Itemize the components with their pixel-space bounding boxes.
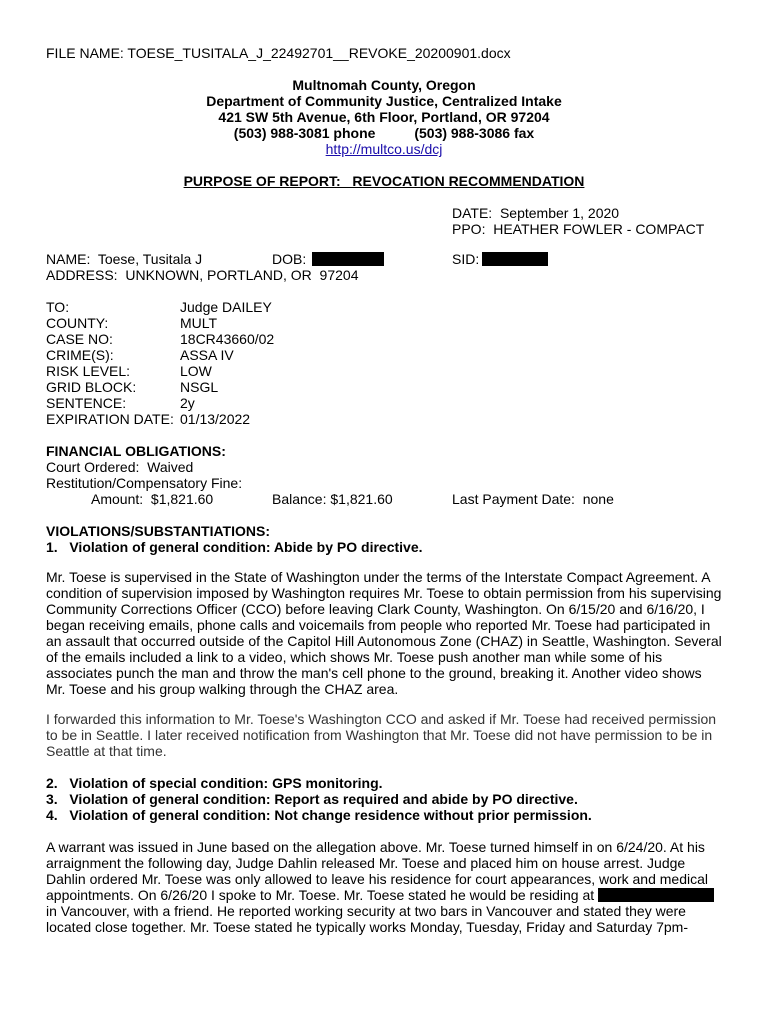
violation-1: 1. Violation of general condition: Abide by PO directive.	[46, 539, 423, 555]
purpose-of-report: PURPOSE OF REPORT: REVOCATION RECOMMENDATION	[183, 173, 585, 189]
header-fax: (503) 988-3086 fax	[414, 125, 535, 141]
name-row	[46, 251, 722, 267]
header-phone: (503) 988-3081 phone	[233, 125, 376, 141]
financial-heading: FINANCIAL OBLIGATIONS:	[46, 443, 226, 459]
dcj-link[interactable]: http://multco.us/dcj	[325, 141, 443, 157]
header-url-line	[46, 141, 722, 157]
violation-2: 2. Violation of special condition: GPS monitoring.	[46, 775, 383, 791]
case-field: RISK LEVEL: LOW	[46, 363, 212, 379]
narrative-paragraph-1: Mr. Toese is supervised in the State of Washington under the terms of the Interstate Compact Agreement. A condition of supervision imposed by Washington requires Mr. Toese to obtain permission from his supervising Community Corrections Officer (CCO) before leaving Clark County, Washington. On 6/15/20 and 6/16/20, I began receiving emails, phone calls and voicemails from people who reported Mr. Toese had participated in an assault that occurred outside of the Capitol Hill Autonomous Zone (CHAZ) in Seattle, Washington. Several of the emails included a link to a video, which shows Mr. Toese push another man while some of his associates punch the man and throw the man's cell phone to the ground, breaking it. Another video shows Mr. Toese and his group walking through the CHAZ area.	[46, 569, 722, 697]
violation-4: 4. Violation of general condition: Not change residence without prior permission.	[46, 807, 592, 823]
violations-heading: VIOLATIONS/SUBSTANTIATIONS:	[46, 523, 270, 539]
document-page	[46, 45, 722, 935]
financial-amounts-row	[46, 491, 722, 507]
report-date: DATE: September 1, 2020	[452, 205, 620, 221]
header-contact	[46, 125, 722, 141]
file-name: FILE NAME: TOESE_TUSITALA_J_22492701__REVOKE_20200901.docx	[46, 45, 511, 61]
case-field: GRID BLOCK: NSGL	[46, 379, 219, 395]
offender-address: ADDRESS: UNKNOWN, PORTLAND, OR 97204	[46, 267, 359, 283]
date-row	[46, 205, 722, 221]
case-field: EXPIRATION DATE: 01/13/2022	[46, 411, 251, 427]
case-field: SENTENCE: 2y	[46, 395, 195, 411]
case-field: CASE NO: 18CR43660/02	[46, 331, 275, 347]
dob-label: DOB:	[272, 251, 307, 267]
ppo-name: PPO: HEATHER FOWLER - COMPACT	[452, 221, 705, 237]
case-field: TO: Judge DAILEY	[46, 299, 272, 315]
amount: Amount: $1,821.60	[91, 491, 214, 507]
residence-redaction	[598, 888, 714, 902]
narrative-paragraph-2: I forwarded this information to Mr. Toese's Washington CCO and asked if Mr. Toese had received permission to be in Seattle. I later received notification from Washington that Mr. Toese did not have permission to be in Seattle at that time.	[46, 711, 717, 759]
violation-3: 3. Violation of general condition: Report as required and abide by PO directive.	[46, 791, 578, 807]
balance: Balance: $1,821.60	[272, 491, 393, 507]
narrative-paragraph-3: A warrant was issued in June based on the allegation above. Mr. Toese turned himself in on 6/24/20. At his arraignment the following day, Judge Dahlin released Mr. Toese and placed him on house arrest. Judge Dahlin ordered Mr. Toese was only allowed to leave his residence for court appearances, work and medical appointments. On 6/26/20 I spoke to Mr. Toese. Mr. Toese stated he would be residing at in Vancouver, with a friend. He reported working security at two bars in Vancouver and stated they were located close together. Mr. Toese stated he typically works Monday, Tuesday, Friday and Saturday 7pm-	[46, 839, 722, 935]
case-field: CRIME(S): ASSA IV	[46, 347, 234, 363]
header-department: Department of Community Justice, Centralized Intake	[206, 93, 562, 109]
dob-redaction	[312, 252, 384, 266]
case-field: COUNTY: MULT	[46, 315, 218, 331]
ppo-row	[46, 221, 722, 237]
sid-redaction	[482, 252, 548, 266]
last-payment: Last Payment Date: none	[452, 491, 614, 507]
restitution-label: Restitution/Compensatory Fine:	[46, 475, 243, 491]
sid-label: SID:	[452, 251, 480, 267]
header-address: 421 SW 5th Avenue, 6th Floor, Portland, OR 97204	[218, 109, 550, 125]
header-county: Multnomah County, Oregon	[292, 77, 476, 93]
offender-name: NAME: Toese, Tusitala J	[46, 251, 203, 267]
case-fields	[46, 299, 722, 427]
court-ordered: Court Ordered: Waived	[46, 459, 194, 475]
